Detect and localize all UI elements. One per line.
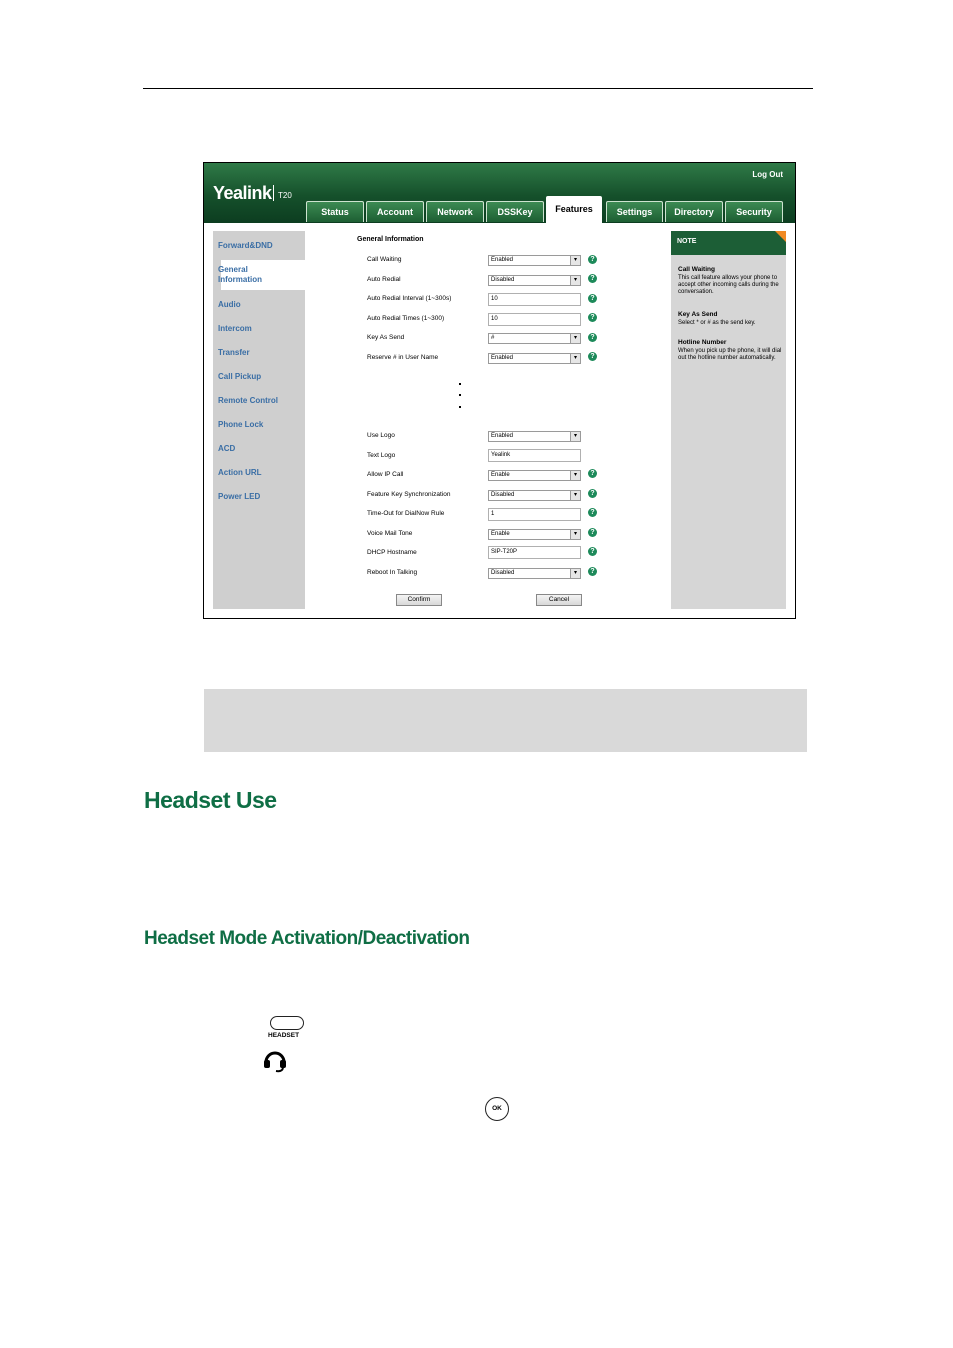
chevron-down-icon: ▾ [570,256,580,265]
headset-key-label: HEADSET [268,1032,300,1039]
help-icon[interactable]: ? [588,333,597,342]
web-ui-screenshot [203,162,796,619]
sidebar-item-call-pickup[interactable]: Call Pickup [218,372,262,381]
brand-logo: Yealink [213,183,272,203]
help-icon[interactable]: ? [588,469,597,478]
sidebar-item-acd[interactable]: ACD [218,444,236,453]
note-text: Select * or # as the send key. [678,320,756,326]
select-value: Disabled [491,570,515,576]
note-text: When you pick up the phone, it will dial out the hotline number automatically. [678,348,782,361]
field-label: Voice Mail Tone [367,530,413,537]
select-value: Enabled [491,433,514,439]
ellipsis-dot [459,394,461,396]
note-heading: Call Waiting [678,266,715,273]
field-label: Auto Redial [367,276,401,283]
sidebar-item-transfer[interactable]: Transfer [218,348,250,357]
note-corner-fold [775,231,786,242]
chevron-down-icon: ▾ [570,471,580,480]
feature-key-sync-select[interactable] [488,490,581,501]
chevron-down-icon: ▾ [570,491,580,500]
note-box [204,689,807,752]
help-icon[interactable]: ? [588,528,597,537]
reboot-in-talking-select[interactable] [488,568,581,579]
logout-link[interactable]: Log Out [752,170,783,179]
select-value: Enable [491,531,510,537]
tab-network[interactable]: Network [426,201,484,222]
select-value: Disabled [491,492,515,498]
field-label: Reboot In Talking [367,569,418,576]
sidebar-item-action-url[interactable]: Action URL [218,468,262,477]
auto-redial-interval-input[interactable]: 10 [488,293,581,306]
field-label: DHCP Hostname [367,549,417,556]
chevron-down-icon: ▾ [570,569,580,578]
chevron-down-icon: ▾ [570,530,580,539]
select-value: # [491,335,495,341]
chevron-down-icon: ▾ [570,276,580,285]
use-logo-select[interactable] [488,431,581,442]
help-icon[interactable]: ? [588,313,597,322]
sidebar-item-power-led[interactable]: Power LED [218,492,261,501]
ellipsis-dot [459,406,461,408]
field-label: Feature Key Synchronization [367,491,451,498]
ellipsis-dot [459,383,461,385]
note-heading: Hotline Number [678,339,727,346]
voice-mail-tone-select[interactable] [488,529,581,540]
tab-settings[interactable]: Settings [606,201,663,222]
sidebar-item-general-information[interactable]: General Information [218,265,262,284]
cancel-button[interactable]: Cancel [536,594,582,606]
auto-redial-times-input[interactable]: 10 [488,313,581,326]
field-label: Reserve # in User Name [367,354,439,361]
select-value: Disabled [491,277,515,283]
header-rule [143,88,813,89]
note-title: NOTE [671,231,786,255]
tab-directory[interactable]: Directory [665,201,723,222]
key-as-send-select[interactable] [488,333,581,344]
help-icon[interactable]: ? [588,489,597,498]
section-heading: Headset Use [144,787,277,813]
form-section-title: General Information [357,236,424,243]
field-label: Text Logo [367,452,396,459]
chevron-down-icon: ▾ [570,354,580,363]
help-icon[interactable]: ? [588,508,597,517]
field-label: Time-Out for DialNow Rule [367,510,445,517]
select-value: Enable [491,472,510,478]
help-icon[interactable]: ? [588,294,597,303]
dhcp-hostname-input[interactable]: SIP-T20P [488,546,581,559]
help-icon[interactable]: ? [588,567,597,576]
sidebar-item-phone-lock[interactable]: Phone Lock [218,420,264,429]
sidebar-item-forward-dnd[interactable]: Forward&DND [218,241,273,250]
help-icon[interactable]: ? [588,274,597,283]
chevron-down-icon: ▾ [570,432,580,441]
tab-security[interactable]: Security [725,201,783,222]
field-label: Allow IP Call [367,471,404,478]
headset-icon [262,1047,288,1073]
subsection-heading: Headset Mode Activation/Deactivation [144,928,470,949]
help-icon[interactable]: ? [588,255,597,264]
tab-status[interactable]: Status [306,201,364,222]
help-icon[interactable]: ? [588,352,597,361]
tab-dsskey[interactable]: DSSKey [486,201,544,222]
field-label: Key As Send [367,334,405,341]
help-icon[interactable]: ? [588,547,597,556]
note-heading: Key As Send [678,311,718,318]
select-value: Enabled [491,355,514,361]
tab-features[interactable]: Features [546,196,602,224]
note-text: This call feature allows your phone to accept other incoming calls during the conversation. [678,275,779,295]
auto-redial-select[interactable] [488,275,581,286]
confirm-button[interactable]: Confirm [396,594,442,606]
select-value: Enabled [491,257,514,263]
call-waiting-select[interactable] [488,255,581,266]
logo-divider [273,185,274,201]
allow-ip-call-select[interactable] [488,470,581,481]
field-label: Auto Redial Interval (1~300s) [367,295,452,302]
ok-key-icon: OK [485,1097,509,1121]
chevron-down-icon: ▾ [570,334,580,343]
tab-account[interactable]: Account [366,201,424,222]
field-label: Call Waiting [367,256,402,263]
headset-key-icon [270,1016,304,1030]
dialnow-timeout-input[interactable]: 1 [488,508,581,521]
text-logo-input[interactable]: Yealink [488,449,581,462]
sidebar-item-remote-control[interactable]: Remote Control [218,396,278,405]
model-label: T20 [278,191,292,200]
sidebar-item-audio[interactable]: Audio [218,300,241,309]
reserve-hash-select[interactable] [488,353,581,364]
sidebar-item-intercom[interactable]: Intercom [218,324,252,333]
field-label: Auto Redial Times (1~300) [367,315,445,322]
field-label: Use Logo [367,432,395,439]
